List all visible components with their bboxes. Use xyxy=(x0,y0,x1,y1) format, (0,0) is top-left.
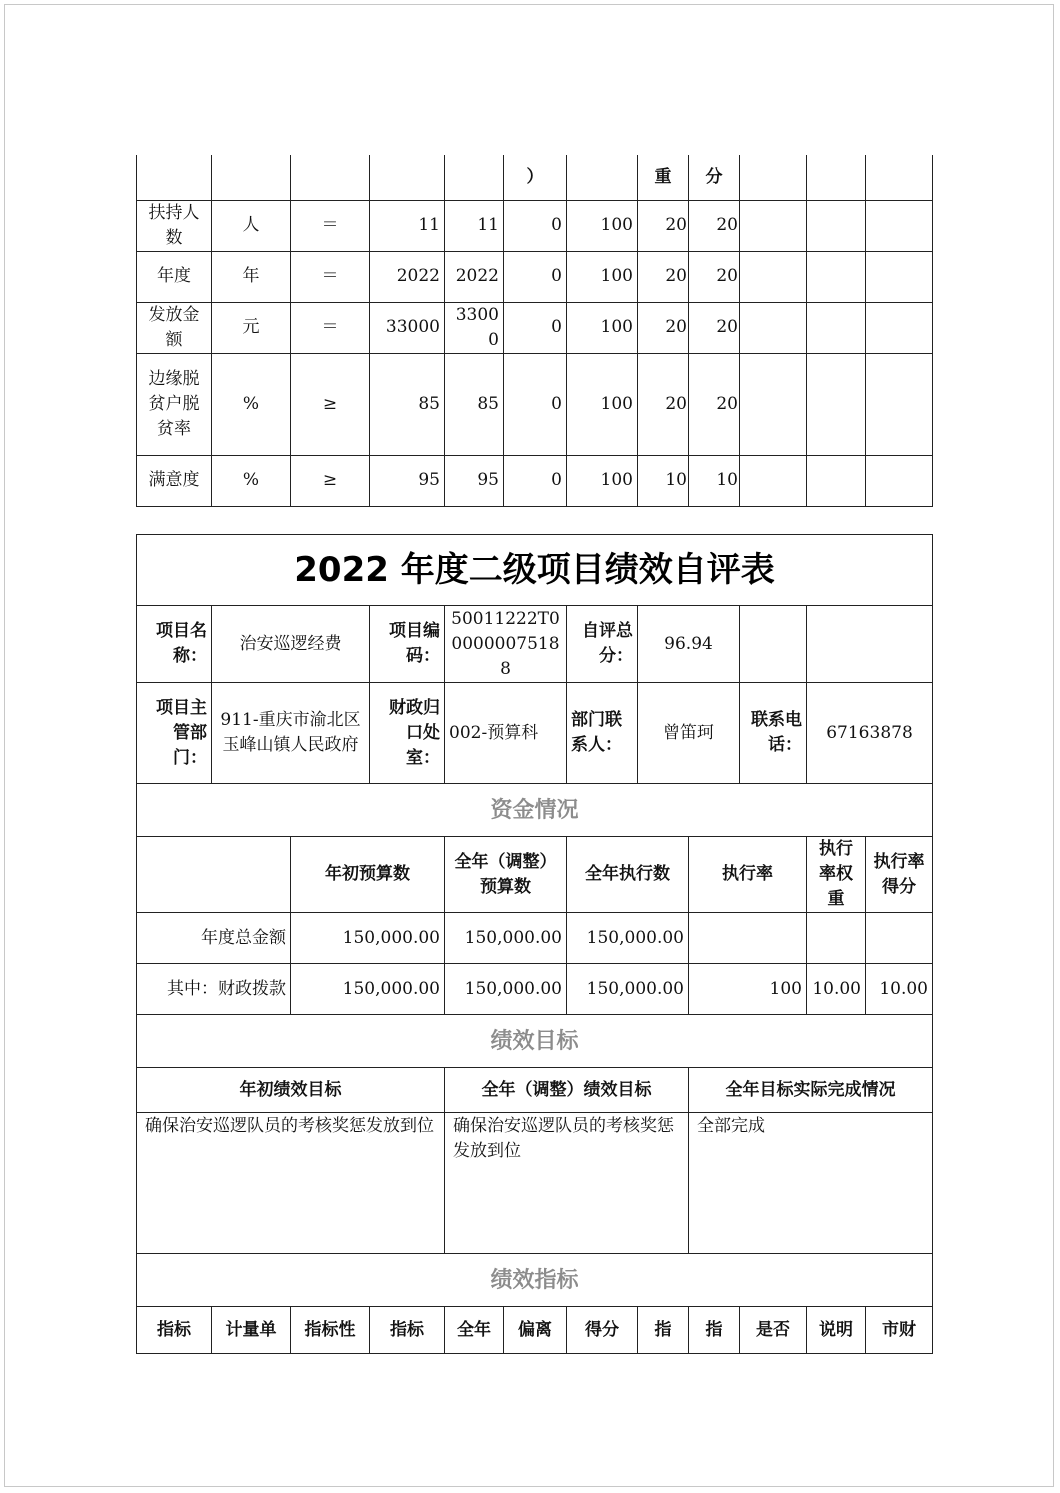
funds-header: 年初预算数 xyxy=(291,837,445,913)
indicator-deviation: 0 xyxy=(504,200,567,251)
table-row xyxy=(137,200,933,251)
indicator-target: 85 xyxy=(370,353,445,455)
funds-header: 全年执行数 xyxy=(567,837,689,913)
goals-header-row xyxy=(137,1068,933,1113)
indicator-header: 得分 xyxy=(567,1307,638,1354)
funds-header: 执行率 xyxy=(689,837,807,913)
indicator-name: 发放金额 xyxy=(137,302,212,353)
goals-header: 年初绩效目标 xyxy=(137,1068,445,1113)
self-score: 96.94 xyxy=(638,606,740,683)
indicator-target: 33000 xyxy=(370,302,445,353)
indicator-weight: 20 xyxy=(638,200,689,251)
indicator-actual: 11 xyxy=(445,200,504,251)
funds-adjusted: 150,000.00 xyxy=(445,964,567,1015)
project-name: 治安巡逻经费 xyxy=(212,606,370,683)
funds-adjusted: 150,000.00 xyxy=(445,913,567,964)
indicator-name: 扶持人数 xyxy=(137,200,212,251)
indicator-name: 满意度 xyxy=(137,455,212,506)
indicator-target: 11 xyxy=(370,200,445,251)
project-code-label: 项目编码： xyxy=(370,606,445,683)
header-fragment: 重 xyxy=(638,155,689,200)
self-score-label: 自评总分： xyxy=(567,606,638,683)
indicator-target: 2022 xyxy=(370,251,445,302)
indicator-header: 指标性 xyxy=(291,1307,370,1354)
actual-completion: 全部完成 xyxy=(689,1113,933,1254)
indicator-score: 100 xyxy=(567,302,638,353)
goals-header: 全年（调整）绩效目标 xyxy=(445,1068,689,1113)
contact-label: 部门联系人： xyxy=(567,683,638,784)
goals-content-row xyxy=(137,1113,933,1254)
indicator-deviation: 0 xyxy=(504,353,567,455)
funds-row-label: 其中：财政拨款 xyxy=(137,964,291,1015)
funds-executed: 150,000.00 xyxy=(567,964,689,1015)
funds-header-row xyxy=(137,837,933,913)
indicator-name: 边缘脱贫户脱贫率 xyxy=(137,353,212,455)
self-evaluation-form xyxy=(136,534,933,1354)
indicator-got: 20 xyxy=(689,353,740,455)
indicator-got: 10 xyxy=(689,455,740,506)
header-fragment: 分 xyxy=(689,155,740,200)
indicator-header: 指 xyxy=(638,1307,689,1354)
department-label: 项目主管部门： xyxy=(137,683,212,784)
indicator-actual: 85 xyxy=(445,353,504,455)
indicator-unit: 人 xyxy=(212,200,291,251)
funds-header: 执行率得分 xyxy=(866,837,933,913)
indicator-weight: 20 xyxy=(638,302,689,353)
indicators-section-title: 绩效指标 xyxy=(137,1254,933,1307)
indicator-table-continued xyxy=(136,155,933,507)
department-info-row xyxy=(137,683,933,784)
funds-rate: 100 xyxy=(689,964,807,1015)
indicator-unit: 元 xyxy=(212,302,291,353)
funds-executed: 150,000.00 xyxy=(567,913,689,964)
funds-rate xyxy=(689,913,807,964)
funds-rate-score xyxy=(866,913,933,964)
funds-row-label: 年度总金额 xyxy=(137,913,291,964)
funds-initial: 150,000.00 xyxy=(291,913,445,964)
table-row xyxy=(137,302,933,353)
indicator-deviation: 0 xyxy=(504,251,567,302)
indicator-actual: 33000 xyxy=(445,302,504,353)
indicator-got: 20 xyxy=(689,200,740,251)
indicator-header: 全年 xyxy=(445,1307,504,1354)
indicator-header: 指标 xyxy=(370,1307,445,1354)
indicator-score: 100 xyxy=(567,353,638,455)
indicator-operator: ≥ xyxy=(291,353,370,455)
adjusted-goal: 确保治安巡逻队员的考核奖惩发放到位 xyxy=(445,1113,689,1254)
funds-header: 执行率权重 xyxy=(807,837,866,913)
goals-header: 全年目标实际完成情况 xyxy=(689,1068,933,1113)
indicator-unit: % xyxy=(212,353,291,455)
finance-office-label: 财政归口处室： xyxy=(370,683,445,784)
contact-person: 曾笛珂 xyxy=(638,683,740,784)
indicator-name: 年度 xyxy=(137,251,212,302)
header-fragment-row xyxy=(137,155,933,200)
indicator-header: 计量单 xyxy=(212,1307,291,1354)
indicator-score: 100 xyxy=(567,200,638,251)
indicator-operator: ≥ xyxy=(291,455,370,506)
funds-section-title: 资金情况 xyxy=(137,784,933,837)
indicator-operator: ＝ xyxy=(291,302,370,353)
indicator-header: 偏离 xyxy=(504,1307,567,1354)
funds-rate-weight xyxy=(807,913,866,964)
project-info-row xyxy=(137,606,933,683)
department: 911-重庆市渝北区玉峰山镇人民政府 xyxy=(212,683,370,784)
indicators-header-row xyxy=(137,1307,933,1354)
indicator-operator: ＝ xyxy=(291,200,370,251)
indicator-header: 市财 xyxy=(866,1307,933,1354)
indicator-header: 指标 xyxy=(137,1307,212,1354)
indicator-operator: ＝ xyxy=(291,251,370,302)
indicator-header: 是否 xyxy=(740,1307,807,1354)
funds-initial: 150,000.00 xyxy=(291,964,445,1015)
table-row xyxy=(137,964,933,1015)
project-code: 50011222T000000075188 xyxy=(445,606,567,683)
header-fragment: ） xyxy=(504,155,567,200)
indicator-actual: 95 xyxy=(445,455,504,506)
project-name-label: 项目名称： xyxy=(137,606,212,683)
indicator-unit: 年 xyxy=(212,251,291,302)
indicator-deviation: 0 xyxy=(504,455,567,506)
finance-office: 002-预算科 xyxy=(445,683,567,784)
indicator-weight: 20 xyxy=(638,251,689,302)
table-row xyxy=(137,913,933,964)
funds-header: 全年（调整）预算数 xyxy=(445,837,567,913)
table-row xyxy=(137,455,933,506)
page-title: 2022 年度二级项目绩效自评表 xyxy=(137,535,933,606)
indicator-header: 说明 xyxy=(807,1307,866,1354)
indicator-weight: 10 xyxy=(638,455,689,506)
indicator-header: 指 xyxy=(689,1307,740,1354)
indicator-got: 20 xyxy=(689,251,740,302)
indicator-weight: 20 xyxy=(638,353,689,455)
funds-rate-weight: 10.00 xyxy=(807,964,866,1015)
indicator-got: 20 xyxy=(689,302,740,353)
indicator-score: 100 xyxy=(567,455,638,506)
table-row xyxy=(137,251,933,302)
indicator-deviation: 0 xyxy=(504,302,567,353)
goals-section-title: 绩效目标 xyxy=(137,1015,933,1068)
funds-rate-score: 10.00 xyxy=(866,964,933,1015)
indicator-target: 95 xyxy=(370,455,445,506)
initial-goal: 确保治安巡逻队员的考核奖惩发放到位 xyxy=(137,1113,445,1254)
phone-number: 67163878 xyxy=(807,683,933,784)
indicator-score: 100 xyxy=(567,251,638,302)
indicator-unit: % xyxy=(212,455,291,506)
indicator-actual: 2022 xyxy=(445,251,504,302)
table-row xyxy=(137,353,933,455)
phone-label: 联系电话： xyxy=(740,683,807,784)
